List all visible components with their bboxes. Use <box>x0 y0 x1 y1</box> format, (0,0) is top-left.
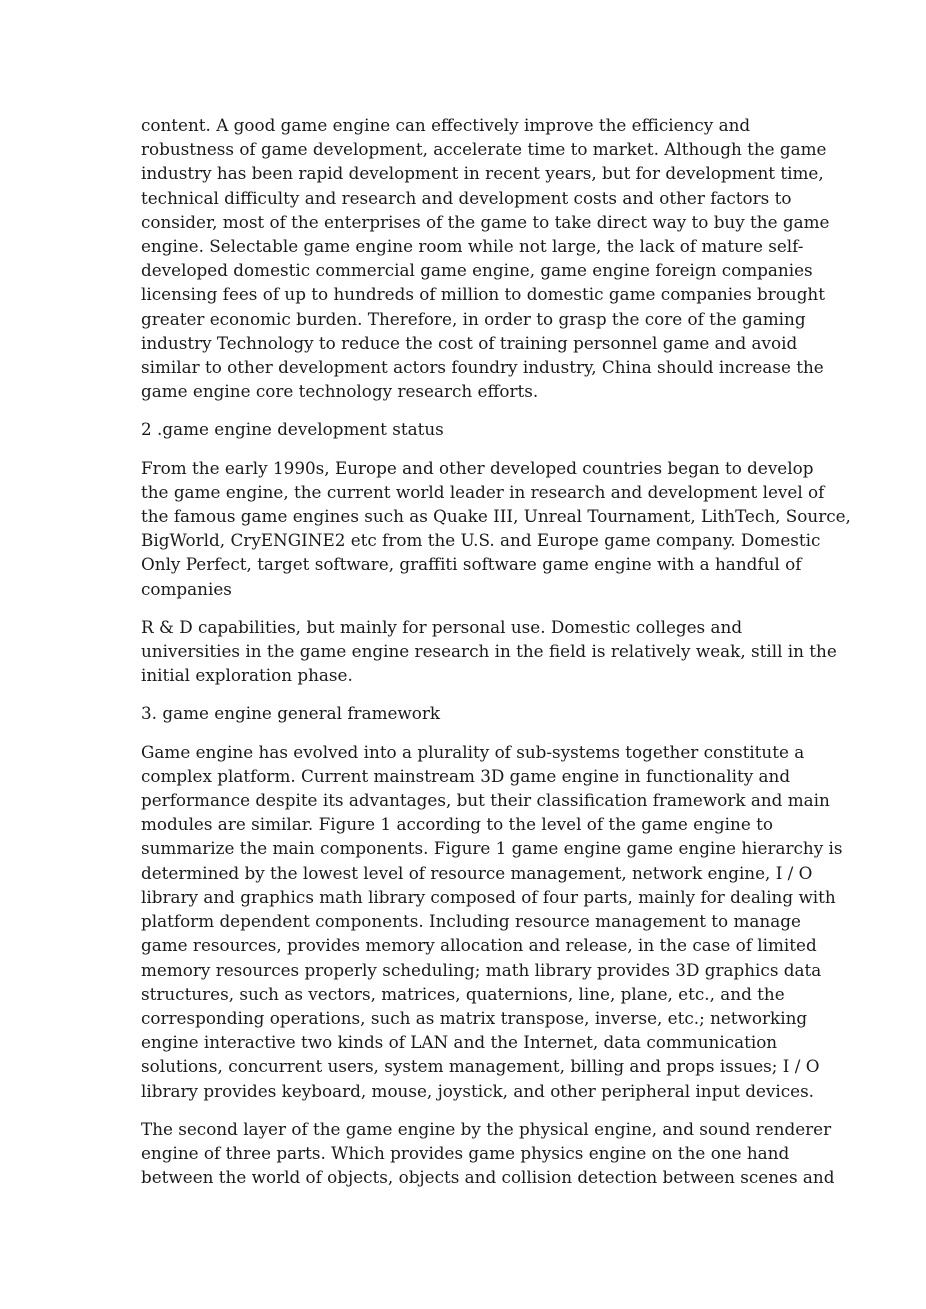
body-paragraph <box>141 456 851 601</box>
text-line: content. A good game engine can effectively improve the efficiency and <box>141 115 751 135</box>
text-line: technical difficulty and research and development costs and other factors to <box>141 187 792 208</box>
text-line: determined by the lowest level of resource management, network engine, I / O <box>141 862 813 883</box>
text-line: platform dependent components. Including resource management to manage <box>141 911 801 932</box>
text-line: the famous game engines such as Quake III, Unreal Tournament, LithTech, Source, <box>141 506 851 527</box>
text-line: Game engine has evolved into a plurality of sub-systems together constitute a <box>141 741 805 762</box>
text-line: consider, most of the enterprises of the game to take direct way to buy the game <box>141 211 830 232</box>
text-line: 3. game engine general framework <box>141 703 441 724</box>
text-line: companies <box>141 578 232 599</box>
text-line: game engine core technology research efforts. <box>141 381 539 402</box>
body-paragraph <box>141 1117 835 1190</box>
text-line: universities in the game engine research in the field is relatively weak, still in the <box>141 641 837 662</box>
text-line: summarize the main components. Figure 1 game engine game engine hierarchy is <box>141 838 843 859</box>
text-line: industry Technology to reduce the cost of training personnel game and avoid <box>141 332 798 353</box>
text-line: engine. Selectable game engine room while not large, the lack of mature self- <box>141 236 804 257</box>
text-line: game resources, provides memory allocation and release, in the case of limited <box>141 935 817 956</box>
section-heading <box>141 701 801 725</box>
text-line: industry has been rapid development in recent years, but for development time, <box>141 163 824 184</box>
text-line: similar to other development actors foundry industry, China should increase the <box>141 357 824 378</box>
text-line: initial exploration phase. <box>141 665 353 686</box>
text-line: corresponding operations, such as matrix transpose, inverse, etc.; networking <box>141 1007 808 1028</box>
text-line: the game engine, the current world leader in research and development level of <box>141 481 825 502</box>
body-paragraph <box>141 113 830 403</box>
text-line: robustness of game development, accelerate time to market. Although the game <box>141 139 827 160</box>
text-line: memory resources properly scheduling; math library provides 3D graphics data <box>141 959 822 980</box>
text-line: engine interactive two kinds of LAN and the Internet, data communication <box>141 1032 778 1053</box>
text-line: structures, such as vectors, matrices, quaternions, line, plane, etc., and the <box>141 983 785 1004</box>
text-line: The second layer of the game engine by the physical engine, and sound renderer <box>141 1118 832 1139</box>
document-page <box>141 113 851 1203</box>
body-paragraph <box>141 740 843 1103</box>
text-line: between the world of objects, objects and collision detection between scenes and <box>141 1167 835 1188</box>
text-line: complex platform. Current mainstream 3D game engine in functionality and <box>141 765 791 786</box>
text-line: 2 .game engine development status <box>141 419 444 440</box>
text-line: licensing fees of up to hundreds of million to domestic game companies brought <box>141 284 825 305</box>
text-line: solutions, concurrent users, system management, billing and props issues; I / O <box>141 1056 820 1077</box>
body-paragraph <box>141 615 837 688</box>
text-line: Only Perfect, target software, graffiti software game engine with a handful of <box>141 554 802 575</box>
text-line: developed domestic commercial game engine, game engine foreign companies <box>141 260 813 281</box>
text-line: engine of three parts. Which provides game physics engine on the one hand <box>141 1142 790 1163</box>
section-heading <box>141 417 801 441</box>
text-line: modules are similar. Figure 1 according to the level of the game engine to <box>141 814 773 835</box>
text-line: performance despite its advantages, but their classification framework and main <box>141 790 830 811</box>
text-line: library and graphics math library composed of four parts, mainly for dealing with <box>141 886 836 907</box>
text-line: From the early 1990s, Europe and other developed countries began to develop <box>141 457 814 478</box>
text-line: library provides keyboard, mouse, joystick, and other peripheral input devices. <box>141 1080 815 1101</box>
text-line: BigWorld, CryENGINE2 etc from the U.S. and Europe game company. Domestic <box>141 530 821 551</box>
text-line: greater economic burden. Therefore, in order to grasp the core of the gaming <box>141 308 806 329</box>
text-line: R & D capabilities, but mainly for personal use. Domestic colleges and <box>141 616 743 637</box>
